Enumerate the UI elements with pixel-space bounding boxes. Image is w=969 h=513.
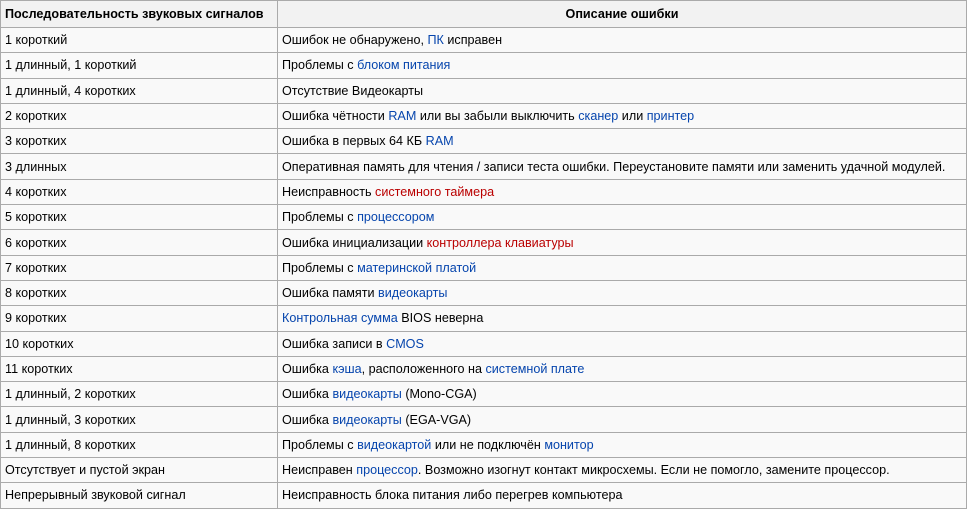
description-cell [278, 179, 967, 204]
header-error-description: Описание ошибки [278, 1, 967, 28]
table-row [1, 179, 967, 204]
description-text: Ошибка инициализации [282, 235, 427, 250]
description-text: Проблемы с [282, 210, 358, 225]
description-text: Неисправность блока питания либо перегрев компьютера [282, 488, 623, 503]
table-row [1, 432, 967, 457]
description-text: Отсутствие Видеокарты [282, 83, 424, 98]
description-link[interactable]: RAM [425, 134, 454, 149]
header-signal-sequence: Последовательность звуковых сигналов [1, 1, 278, 28]
signal-cell: 8 коротких [1, 280, 278, 305]
description-text: Ошибка [282, 387, 333, 402]
signal-cell: 10 коротких [1, 331, 278, 356]
signal-cell: 1 длинный, 2 коротких [1, 382, 278, 407]
table-row [1, 78, 967, 103]
description-cell [278, 382, 967, 407]
description-text: Проблемы с [282, 58, 358, 73]
description-cell [278, 280, 967, 305]
description-link[interactable]: контроллера клавиатуры [426, 235, 574, 250]
description-link[interactable]: процессор [356, 463, 418, 478]
signal-cell: 3 коротких [1, 129, 278, 154]
description-link[interactable]: видеокартой [357, 437, 432, 452]
description-cell [278, 331, 967, 356]
signal-cell: 9 коротких [1, 306, 278, 331]
description-link[interactable]: видеокарты [332, 387, 402, 402]
signal-cell: 3 длинных [1, 154, 278, 179]
description-text: Ошибка в первых 64 КБ [282, 134, 426, 149]
description-text: Ошибок не обнаружено, [282, 33, 428, 48]
table-row [1, 230, 967, 255]
table-row [1, 53, 967, 78]
description-text: или не подключён [431, 437, 545, 452]
signal-cell: 4 коротких [1, 179, 278, 204]
table-row [1, 154, 967, 179]
description-cell [278, 230, 967, 255]
description-text: Оперативная память для чтения / записи теста ошибки. Переустановите памяти или заменить удачной модулей. [282, 159, 946, 174]
description-link[interactable]: видеокарты [332, 412, 402, 427]
description-link[interactable]: Контрольная сумма [282, 311, 398, 326]
description-link[interactable]: CMOS [386, 336, 424, 351]
description-text: или [618, 109, 647, 124]
table-row [1, 483, 967, 508]
description-text: Ошибка чётности [282, 109, 389, 124]
signal-cell: 6 коротких [1, 230, 278, 255]
table-row [1, 103, 967, 128]
description-link[interactable]: блоком питания [357, 58, 451, 73]
description-cell [278, 53, 967, 78]
table-row [1, 28, 967, 53]
signal-cell: 1 длинный, 3 коротких [1, 407, 278, 432]
description-cell [278, 78, 967, 103]
description-text: Ошибка [282, 412, 333, 427]
signal-cell: Непрерывный звуковой сигнал [1, 483, 278, 508]
description-link[interactable]: ПК [427, 33, 444, 48]
table-row [1, 458, 967, 483]
description-text: исправен [443, 33, 503, 48]
description-text: Ошибка записи в [282, 336, 387, 351]
table-row [1, 205, 967, 230]
signal-cell: 2 коротких [1, 103, 278, 128]
description-text: Проблемы с [282, 437, 358, 452]
description-link[interactable]: материнской платой [357, 260, 477, 275]
table-row [1, 129, 967, 154]
description-cell [278, 103, 967, 128]
signal-cell: 1 длинный, 4 коротких [1, 78, 278, 103]
signal-cell: Отсутствует и пустой экран [1, 458, 278, 483]
description-link[interactable]: системного таймера [375, 184, 495, 199]
description-link[interactable]: видеокарты [378, 286, 448, 301]
description-text: , расположенного на [361, 362, 486, 376]
table-row [1, 382, 967, 407]
signal-cell: 1 короткий [1, 28, 278, 53]
table-row [1, 407, 967, 432]
header-row [1, 1, 967, 28]
description-cell [278, 306, 967, 331]
description-text: BIOS неверна [397, 311, 484, 326]
description-text: Неисправность [282, 184, 376, 199]
description-link[interactable]: монитор [544, 437, 594, 452]
table-row [1, 331, 967, 356]
signal-cell: 7 коротких [1, 255, 278, 280]
description-cell [278, 483, 967, 508]
description-link[interactable]: принтер [646, 109, 695, 124]
description-cell [278, 255, 967, 280]
description-text: (EGA-VGA) [401, 412, 472, 427]
signal-cell: 1 длинный, 1 короткий [1, 53, 278, 78]
description-text: Проблемы с [282, 260, 358, 275]
table-row [1, 255, 967, 280]
table-row [1, 280, 967, 305]
description-link[interactable]: кэша [332, 362, 362, 376]
signal-cell: 1 длинный, 8 коротких [1, 432, 278, 457]
signal-cell: 5 коротких [1, 205, 278, 230]
description-text: Ошибка [282, 362, 333, 376]
description-cell [278, 154, 967, 179]
description-cell [278, 432, 967, 457]
description-link[interactable]: RAM [388, 109, 417, 124]
description-text: . Возможно изогнут контакт микросхемы. Если не помогло, замените процессор. [417, 463, 890, 478]
description-text: (Mono-CGA) [401, 387, 477, 402]
description-text: или вы забыли выключить [416, 109, 579, 124]
description-cell [278, 28, 967, 53]
description-link[interactable]: сканер [578, 109, 619, 124]
description-cell [278, 129, 967, 154]
table-row [1, 306, 967, 331]
description-cell [278, 458, 967, 483]
description-text: Ошибка памяти [282, 286, 379, 301]
description-text: Неисправен [282, 463, 357, 478]
description-cell [278, 356, 967, 381]
description-link[interactable]: процессором [357, 210, 435, 225]
table-row [1, 356, 967, 381]
description-link[interactable]: системной плате [485, 362, 585, 376]
signal-cell: 11 коротких [1, 356, 278, 381]
description-cell [278, 407, 967, 432]
description-cell [278, 205, 967, 230]
